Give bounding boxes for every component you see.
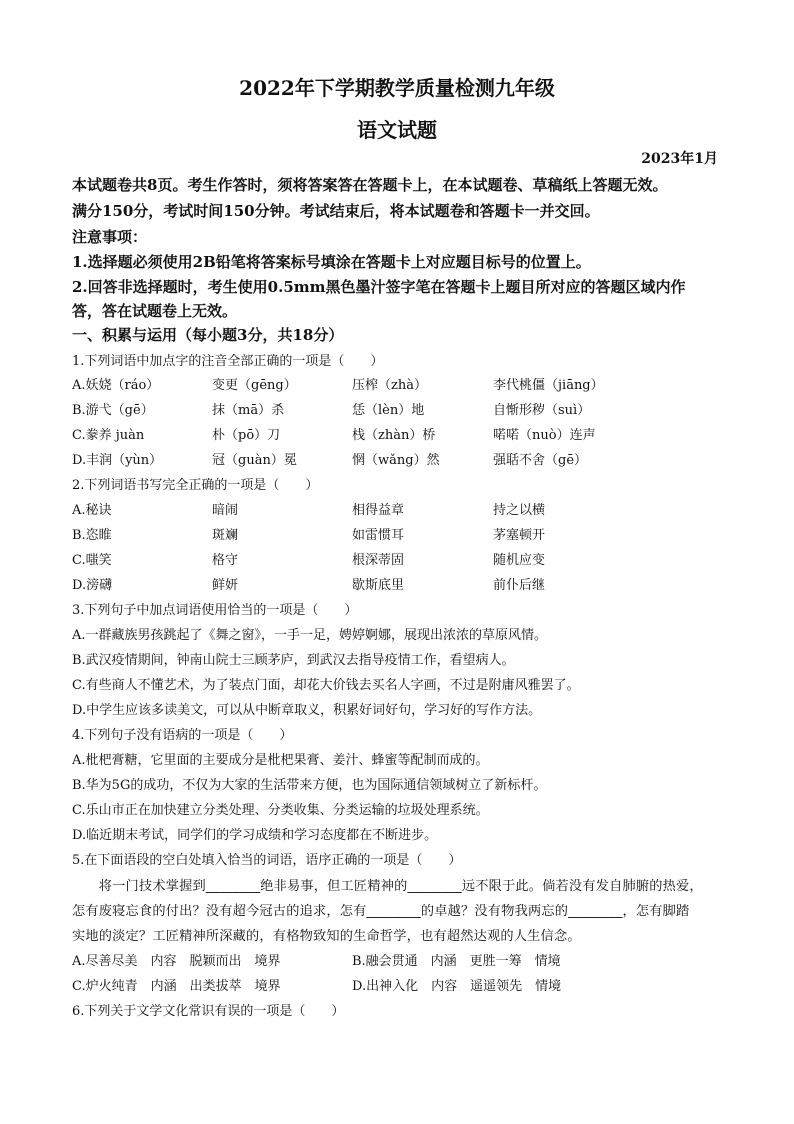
q1-option-a-4: 李代桃僵（jiāng） [493,378,604,393]
exam-subtitle: 语文试题 [357,118,437,142]
q5-option-d: D.出神入化 内容 遥遥领先 情境 [352,979,562,994]
exam-date: 2023年1月 [641,151,718,167]
exam-title: 2022年下学期教学质量检测九年级 [239,76,555,100]
q1-option-c-3: 栈（zhàn）桥 [352,428,436,443]
note-1: 1.选择题必须使用2B铅笔将答案标号填涂在答题卡上对应题目标号的位置上。 [72,253,591,271]
q3-stem: 3.下列句子中加点词语使用恰当的一项是（ ） [72,603,358,618]
q2-option-a-2: 暗闹 [212,503,239,518]
q3-option-c: C.有些商人不懂艺术，为了装点门面，却花大价钱去买名人字画，不过是附庸风雅罢了。 [72,678,580,693]
section-1-title: 一、积累与运用（每小题3分，共18分） [72,326,344,344]
q1-option-a-2: 变更（gēng） [212,378,297,393]
q4-stem: 4.下列句子没有语病的一项是（ ） [72,728,293,743]
q3-option-b: B.武汉疫情期间，钟南山院士三顾茅庐，到武汉去指导疫情工作，看望病人。 [72,653,515,668]
q1-option-d-3: 惘（wǎng）然 [352,453,440,468]
q2-option-c-4: 随机应变 [493,553,546,568]
q2-option-d-1: D.滂礴 [72,578,113,593]
q1-option-a-3: 压榨（zhà） [352,378,427,393]
q2-option-b-1: B.恣睢 [72,528,112,543]
q3-option-d: D.中学生应该多读美文，可以从中断章取义，积累好词好句，学习好的写作方法。 [72,703,542,718]
q2-option-d-4: 前仆后继 [493,578,546,593]
q2-option-b-4: 茅塞顿开 [493,528,546,543]
q2-option-b-3: 如雷惯耳 [352,528,405,543]
q1-option-b-3: 恁（lèn）地 [352,403,425,418]
q3-option-a: A.一群藏族男孩跳起了《舞之窗》，一手一足，娉婷婀娜，展现出浓浓的草原风情。 [72,628,548,643]
q1-option-c-2: 朴（pō）刀 [212,428,281,443]
notes-title: 注意事项： [72,228,148,246]
q2-option-a-1: A.秘诀 [72,503,112,518]
q4-option-a: A.枇杷膏糖，它里面的主要成分是枇杷果膏、姜汁、蜂蜜等配制而成的。 [72,753,489,768]
q2-option-c-2: 格守 [212,553,239,568]
instruction-line-1: 本试题卷共8页。考生作答时，须将答案答在答题卡上，在本试题卷、草稿纸上答题无效。 [72,176,668,194]
q5-stem: 5.在下面语段的空白处填入恰当的词语，语序正确的一项是（ ） [72,853,462,868]
q1-option-d-1: D.丰润（yùn） [72,453,163,468]
q2-option-c-1: C.嗤笑 [72,553,112,568]
q4-option-c: C.乐山市正在加快建立分类处理、分类收集、分类运输的垃圾处理系统。 [72,803,489,818]
q1-stem: 1.下列词语中加点字的注音全部正确的一项是（ ） [72,354,384,369]
q1-option-d-4: 强聒不舍（gē） [493,453,588,468]
q1-option-a-1: A.妖娆（ráo） [72,378,160,393]
instruction-line-2: 满分150分，考试时间150分钟。考试结束后，将本试题卷和答题卡一并交回。 [72,202,600,220]
q2-option-d-2: 鲜妍 [212,578,239,593]
q2-stem: 2.下列词语书写完全正确的一项是（ ） [72,478,319,493]
note-2-line-2: 答，答在试题卷上无效。 [72,302,238,320]
q2-option-d-3: 歇斯底里 [352,578,405,593]
q5-option-c: C.炉火纯青 内涵 出类拔萃 境界 [72,979,281,994]
q5-option-b: B.融会贯通 内涵 更胜一筹 情境 [352,954,561,969]
q5-passage-line-2: 怎有废寝忘食的付出？没有超今冠古的追求，怎有________的卓越？没有物我两忘的________，怎有脚踏 [72,904,690,919]
q1-option-b-1: B.游弋（gē） [72,403,154,418]
q1-option-b-2: 抹（mā）杀 [212,403,285,418]
q1-option-c-1: C.豢养 juàn [72,428,145,443]
q5-option-a: A.尽善尽美 内容 脱颖而出 境界 [72,954,281,969]
q1-option-b-4: 自惭形秽（suì） [493,403,591,418]
q6-stem: 6.下列关于文学文化常识有误的一项是（ ） [72,1004,345,1019]
q2-option-a-4: 持之以横 [493,503,546,518]
q2-option-c-3: 根深蒂固 [352,553,405,568]
q2-option-a-3: 相得益章 [352,503,405,518]
q4-option-b: B.华为5G的成功，不仅为大家的生活带来方便，也为国际通信领域树立了新标杆。 [72,778,547,793]
q5-passage-line-1: 将一门技术掌握到________绝非易事，但工匠精神的________远不限于此。倘若没有发自肺腑的热爱， [72,879,703,894]
q2-option-b-2: 斑斓 [212,528,239,543]
q1-option-d-2: 冠（guàn）冕 [212,453,297,468]
q1-option-c-4: 喏喏（nuò）连声 [493,428,596,443]
note-2-line-1: 2.回答非选择题时，考生使用0.5mm黑色墨汁签字笔在答题卡上题目所对应的答题区域内作 [72,278,686,296]
q4-option-d: D.临近期末考试，同学们的学习成绩和学习态度都在不断进步。 [72,828,438,843]
q5-passage-line-3: 实地的淡定？工匠精神所深藏的，有格物致知的生命哲学，也有超然达观的人生信念。 [72,929,581,944]
